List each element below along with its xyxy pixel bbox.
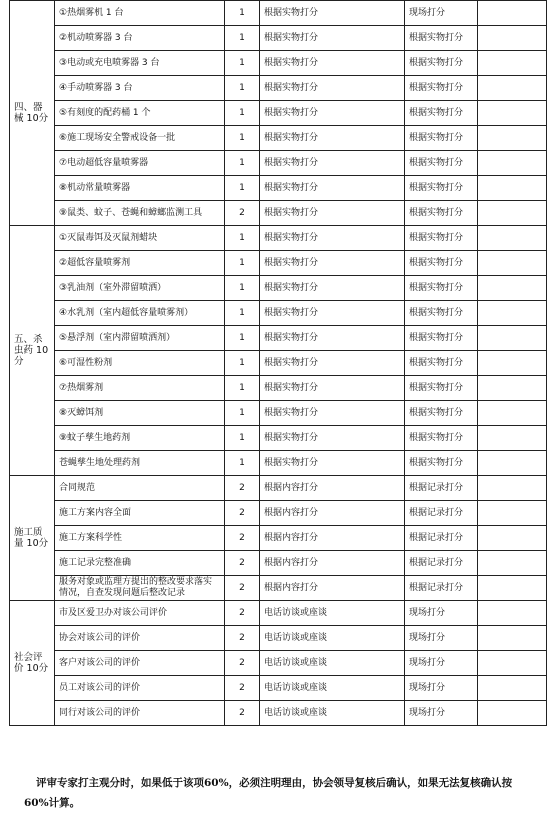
method-cell: 根据记录打分 [405, 576, 478, 601]
scoring-table [9, 0, 547, 726]
points-cell: 2 [225, 526, 260, 551]
score-cell [478, 326, 547, 351]
standard-cell: 根据实物打分 [260, 126, 405, 151]
standard-cell: 电话访谈或座谈 [260, 651, 405, 676]
table-row [10, 601, 547, 626]
item-cell: ⑨鼠类、蚊子、苍蝇和蟑螂监测工具 [55, 201, 225, 226]
points-cell: 1 [225, 26, 260, 51]
standard-cell: 电话访谈或座谈 [260, 601, 405, 626]
item-cell: ⑧机动常量喷雾器 [55, 176, 225, 201]
score-cell [478, 151, 547, 176]
method-cell: 根据实物打分 [405, 226, 478, 251]
standard-cell: 根据实物打分 [260, 251, 405, 276]
standard-cell: 根据内容打分 [260, 476, 405, 501]
table-row [10, 151, 547, 176]
standard-cell: 根据内容打分 [260, 526, 405, 551]
method-cell: 根据实物打分 [405, 151, 478, 176]
table-row [10, 226, 547, 251]
item-cell: ⑥可湿性粉剂 [55, 351, 225, 376]
item-cell: ①热烟雾机 1 台 [55, 1, 225, 26]
method-cell: 根据记录打分 [405, 551, 478, 576]
points-cell: 1 [225, 401, 260, 426]
table-row [10, 351, 547, 376]
method-cell: 根据记录打分 [405, 526, 478, 551]
scoring-note-text: 评审专家打主观分时，如果低于该项60%，必须注明理由，协会领导复核后确认，如果无法复核确认按60%计算。 [24, 777, 513, 809]
standard-cell: 根据实物打分 [260, 101, 405, 126]
method-cell: 根据实物打分 [405, 176, 478, 201]
table-row [10, 701, 547, 726]
table-row [10, 26, 547, 51]
scoring-note [24, 773, 534, 813]
standard-cell: 根据实物打分 [260, 276, 405, 301]
item-cell: 施工方案内容全面 [55, 501, 225, 526]
table-row [10, 176, 547, 201]
item-cell: ①灭鼠毒饵及灭鼠剂蜡块 [55, 226, 225, 251]
standard-cell: 根据实物打分 [260, 151, 405, 176]
item-cell: 协会对该公司的评价 [55, 626, 225, 651]
standard-cell: 根据实物打分 [260, 26, 405, 51]
category-cell: 五、杀虫药 10分 [10, 226, 55, 476]
points-cell: 1 [225, 301, 260, 326]
score-cell [478, 601, 547, 626]
standard-cell: 根据实物打分 [260, 326, 405, 351]
table-row [10, 501, 547, 526]
points-cell: 2 [225, 651, 260, 676]
item-cell: ④水乳剂（室内超低容量喷雾剂） [55, 301, 225, 326]
score-cell [478, 451, 547, 476]
item-cell: ⑥施工现场安全警戒设备一批 [55, 126, 225, 151]
score-cell [478, 176, 547, 201]
method-cell: 根据记录打分 [405, 501, 478, 526]
table-row [10, 376, 547, 401]
method-cell: 现场打分 [405, 1, 478, 26]
table-row [10, 301, 547, 326]
score-cell [478, 376, 547, 401]
method-cell: 现场打分 [405, 651, 478, 676]
points-cell: 2 [225, 701, 260, 726]
item-cell: 同行对该公司的评价 [55, 701, 225, 726]
method-cell: 现场打分 [405, 676, 478, 701]
item-cell: ⑤悬浮剂（室内滞留喷洒剂） [55, 326, 225, 351]
standard-cell: 根据内容打分 [260, 576, 405, 601]
points-cell: 2 [225, 626, 260, 651]
score-cell [478, 251, 547, 276]
method-cell: 根据实物打分 [405, 326, 478, 351]
standard-cell: 电话访谈或座谈 [260, 701, 405, 726]
table-row [10, 676, 547, 701]
score-cell [478, 626, 547, 651]
table-row [10, 326, 547, 351]
item-cell: 施工方案科学性 [55, 526, 225, 551]
method-cell: 根据实物打分 [405, 276, 478, 301]
item-cell: 合同规范 [55, 476, 225, 501]
score-cell [478, 26, 547, 51]
points-cell: 2 [225, 201, 260, 226]
points-cell: 1 [225, 101, 260, 126]
score-cell [478, 126, 547, 151]
table-row [10, 126, 547, 151]
method-cell: 现场打分 [405, 701, 478, 726]
method-cell: 现场打分 [405, 626, 478, 651]
table-row [10, 251, 547, 276]
points-cell: 2 [225, 476, 260, 501]
standard-cell: 根据实物打分 [260, 426, 405, 451]
table-row [10, 76, 547, 101]
standard-cell: 根据实物打分 [260, 376, 405, 401]
standard-cell: 电话访谈或座谈 [260, 676, 405, 701]
category-cell: 四、器械 10分 [10, 1, 55, 226]
score-cell [478, 426, 547, 451]
points-cell: 2 [225, 501, 260, 526]
table-row [10, 201, 547, 226]
method-cell: 根据实物打分 [405, 76, 478, 101]
item-cell: ④手动喷雾器 3 台 [55, 76, 225, 101]
table-row [10, 426, 547, 451]
points-cell: 1 [225, 1, 260, 26]
standard-cell: 根据实物打分 [260, 351, 405, 376]
points-cell: 2 [225, 676, 260, 701]
points-cell: 1 [225, 176, 260, 201]
points-cell: 1 [225, 451, 260, 476]
score-cell [478, 76, 547, 101]
points-cell: 1 [225, 151, 260, 176]
score-cell [478, 701, 547, 726]
score-cell [478, 476, 547, 501]
points-cell: 2 [225, 601, 260, 626]
method-cell: 根据实物打分 [405, 426, 478, 451]
table-row [10, 451, 547, 476]
score-cell [478, 101, 547, 126]
method-cell: 根据实物打分 [405, 201, 478, 226]
points-cell: 1 [225, 276, 260, 301]
points-cell: 1 [225, 351, 260, 376]
method-cell: 根据实物打分 [405, 301, 478, 326]
score-cell [478, 551, 547, 576]
method-cell: 根据记录打分 [405, 476, 478, 501]
standard-cell: 根据内容打分 [260, 551, 405, 576]
table-row [10, 526, 547, 551]
table-row [10, 1, 547, 26]
item-cell: 员工对该公司的评价 [55, 676, 225, 701]
item-cell: ⑧灭蟑饵剂 [55, 401, 225, 426]
standard-cell: 根据实物打分 [260, 76, 405, 101]
points-cell: 2 [225, 551, 260, 576]
standard-cell: 根据实物打分 [260, 1, 405, 26]
item-cell: 服务对象或监理方提出的整改要求落实情况，自查发现问题后整改记录 [55, 576, 225, 601]
score-cell [478, 276, 547, 301]
points-cell: 1 [225, 226, 260, 251]
item-cell: 客户对该公司的评价 [55, 651, 225, 676]
standard-cell: 根据实物打分 [260, 226, 405, 251]
table-row [10, 626, 547, 651]
score-cell [478, 301, 547, 326]
score-cell [478, 226, 547, 251]
standard-cell: 根据实物打分 [260, 451, 405, 476]
method-cell: 根据实物打分 [405, 126, 478, 151]
method-cell: 根据实物打分 [405, 376, 478, 401]
item-cell: ②超低容量喷雾剂 [55, 251, 225, 276]
method-cell: 根据实物打分 [405, 51, 478, 76]
points-cell: 1 [225, 376, 260, 401]
points-cell: 2 [225, 576, 260, 601]
points-cell: 1 [225, 326, 260, 351]
points-cell: 1 [225, 76, 260, 101]
item-cell: ⑦热烟雾剂 [55, 376, 225, 401]
score-cell [478, 501, 547, 526]
method-cell: 根据实物打分 [405, 251, 478, 276]
standard-cell: 根据实物打分 [260, 176, 405, 201]
item-cell: ②机动喷雾器 3 台 [55, 26, 225, 51]
item-cell: ③电动或充电喷雾器 3 台 [55, 51, 225, 76]
score-cell [478, 651, 547, 676]
standard-cell: 根据实物打分 [260, 401, 405, 426]
score-cell [478, 401, 547, 426]
item-cell: ③乳油剂（室外滞留喷洒） [55, 276, 225, 301]
item-cell: ⑦电动超低容量喷雾器 [55, 151, 225, 176]
table-row [10, 401, 547, 426]
item-cell: 施工记录完整准确 [55, 551, 225, 576]
points-cell: 1 [225, 426, 260, 451]
table-row [10, 476, 547, 501]
category-cell: 社会评价 10分 [10, 601, 55, 726]
table-row [10, 51, 547, 76]
score-cell [478, 201, 547, 226]
standard-cell: 电话访谈或座谈 [260, 626, 405, 651]
standard-cell: 根据实物打分 [260, 201, 405, 226]
points-cell: 1 [225, 126, 260, 151]
score-cell [478, 676, 547, 701]
item-cell: ⑤有刻度的配药桶 1 个 [55, 101, 225, 126]
score-cell [478, 1, 547, 26]
method-cell: 根据实物打分 [405, 401, 478, 426]
item-cell: 苍蝇孳生地处理药剂 [55, 451, 225, 476]
score-cell [478, 576, 547, 601]
method-cell: 根据实物打分 [405, 451, 478, 476]
table-row [10, 101, 547, 126]
method-cell: 根据实物打分 [405, 351, 478, 376]
table-row [10, 276, 547, 301]
score-cell [478, 526, 547, 551]
standard-cell: 根据实物打分 [260, 301, 405, 326]
points-cell: 1 [225, 251, 260, 276]
points-cell: 1 [225, 51, 260, 76]
score-cell [478, 51, 547, 76]
standard-cell: 根据实物打分 [260, 51, 405, 76]
method-cell: 现场打分 [405, 601, 478, 626]
table-row [10, 551, 547, 576]
method-cell: 根据实物打分 [405, 26, 478, 51]
item-cell: 市及区爱卫办对该公司评价 [55, 601, 225, 626]
item-cell: ⑨蚊子孳生地药剂 [55, 426, 225, 451]
table-row [10, 576, 547, 601]
score-cell [478, 351, 547, 376]
standard-cell: 根据内容打分 [260, 501, 405, 526]
category-cell: 施工质量 10分 [10, 476, 55, 601]
table-row [10, 651, 547, 676]
method-cell: 根据实物打分 [405, 101, 478, 126]
